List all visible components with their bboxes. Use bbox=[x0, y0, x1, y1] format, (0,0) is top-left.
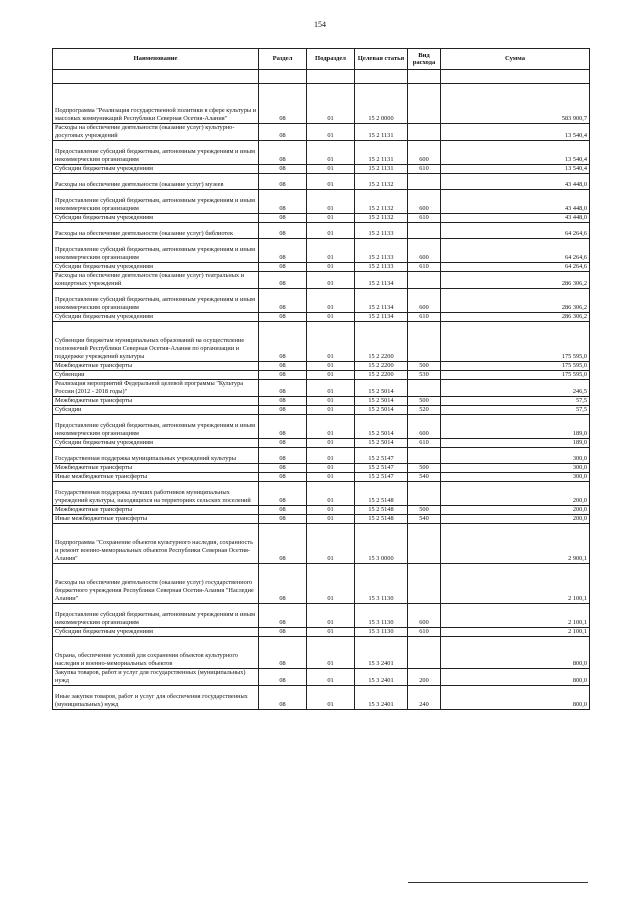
table-row bbox=[53, 362, 590, 371]
table-row bbox=[53, 637, 590, 669]
row-podrazdel: 01 bbox=[307, 448, 355, 464]
row-name: Государственная поддержка лучших работников муниципальных учреждений культуры, находящихся на территориях сельских поселений bbox=[53, 482, 259, 506]
row-podrazdel: 01 bbox=[307, 174, 355, 190]
row-razdel: 08 bbox=[259, 482, 307, 506]
row-podrazdel: 01 bbox=[307, 506, 355, 515]
row-vid bbox=[408, 524, 441, 564]
row-name: Предоставление субсидий бюджетным, автономным учреждениям и иным некоммерческим организациям bbox=[53, 239, 259, 263]
row-statia: 15 3 2401 bbox=[355, 637, 408, 669]
table-row bbox=[53, 506, 590, 515]
row-statia: 15 3 2401 bbox=[355, 669, 408, 686]
row-name: Субсидии бюджетным учреждениям bbox=[53, 628, 259, 637]
row-statia: 15 2 1132 bbox=[355, 174, 408, 190]
table-row bbox=[53, 397, 590, 406]
table-row bbox=[53, 482, 590, 506]
row-razdel: 08 bbox=[259, 380, 307, 397]
row-statia: 15 2 5014 bbox=[355, 406, 408, 415]
row-vid bbox=[408, 637, 441, 669]
row-vid: 600 bbox=[408, 239, 441, 263]
row-summa: 57,5 bbox=[441, 406, 590, 415]
row-summa: 300,0 bbox=[441, 473, 590, 482]
row-podrazdel: 01 bbox=[307, 415, 355, 439]
row-name: Расходы на обеспечение деятельности (оказание услуг) музеев bbox=[53, 174, 259, 190]
row-summa: 189,0 bbox=[441, 415, 590, 439]
header-podrazdel: Подраздел bbox=[307, 49, 355, 70]
row-statia: 15 2 2200 bbox=[355, 362, 408, 371]
row-statia bbox=[355, 70, 408, 84]
row-vid bbox=[408, 272, 441, 289]
row-podrazdel: 01 bbox=[307, 84, 355, 124]
row-vid: 600 bbox=[408, 415, 441, 439]
row-name: Предоставление субсидий бюджетным, автономным учреждениям и иным некоммерческим организациям bbox=[53, 415, 259, 439]
row-statia: 15 2 5148 bbox=[355, 506, 408, 515]
row-summa: 583 900,7 bbox=[441, 84, 590, 124]
row-statia: 15 2 5147 bbox=[355, 448, 408, 464]
row-razdel: 08 bbox=[259, 604, 307, 628]
table-row bbox=[53, 263, 590, 272]
row-name: Предоставление субсидий бюджетным, автономным учреждениям и иным некоммерческим организациям bbox=[53, 604, 259, 628]
row-vid bbox=[408, 84, 441, 124]
table-row bbox=[53, 439, 590, 448]
row-podrazdel: 01 bbox=[307, 362, 355, 371]
row-podrazdel: 01 bbox=[307, 406, 355, 415]
row-summa: 57,5 bbox=[441, 397, 590, 406]
row-statia: 15 2 1133 bbox=[355, 239, 408, 263]
row-razdel: 08 bbox=[259, 223, 307, 239]
row-razdel: 08 bbox=[259, 124, 307, 141]
row-summa: 286 306,2 bbox=[441, 272, 590, 289]
row-podrazdel: 01 bbox=[307, 439, 355, 448]
row-vid: 610 bbox=[408, 628, 441, 637]
row-name: Субвенции bbox=[53, 371, 259, 380]
row-statia: 15 2 1134 bbox=[355, 272, 408, 289]
row-razdel: 08 bbox=[259, 669, 307, 686]
row-statia: 15 2 5014 bbox=[355, 397, 408, 406]
row-name: Предоставление субсидий бюджетным, автономным учреждениям и иным некоммерческим организациям bbox=[53, 289, 259, 313]
row-statia: 15 2 0000 bbox=[355, 84, 408, 124]
row-summa: 43 448,0 bbox=[441, 190, 590, 214]
row-podrazdel: 01 bbox=[307, 371, 355, 380]
row-podrazdel: 01 bbox=[307, 289, 355, 313]
row-statia: 15 2 1132 bbox=[355, 214, 408, 223]
row-razdel: 08 bbox=[259, 637, 307, 669]
header-razdel: Раздел bbox=[259, 49, 307, 70]
row-razdel: 08 bbox=[259, 165, 307, 174]
table-row bbox=[53, 84, 590, 124]
row-podrazdel: 01 bbox=[307, 669, 355, 686]
table-row bbox=[53, 406, 590, 415]
row-podrazdel: 01 bbox=[307, 239, 355, 263]
table-row bbox=[53, 223, 590, 239]
row-statia: 15 3 0000 bbox=[355, 524, 408, 564]
table-row bbox=[53, 141, 590, 165]
table-row bbox=[53, 272, 590, 289]
row-statia: 15 2 2200 bbox=[355, 371, 408, 380]
row-vid bbox=[408, 174, 441, 190]
row-name: Межбюджетные трансферты bbox=[53, 464, 259, 473]
row-statia: 15 2 5147 bbox=[355, 464, 408, 473]
row-razdel: 08 bbox=[259, 564, 307, 604]
footer-rule bbox=[408, 882, 588, 883]
row-name: Субсидии bbox=[53, 406, 259, 415]
row-statia: 15 2 1131 bbox=[355, 124, 408, 141]
row-name: Расходы на обеспечение деятельности (оказание услуг) театральных и концертных учреждений bbox=[53, 272, 259, 289]
row-razdel: 08 bbox=[259, 415, 307, 439]
row-summa: 200,0 bbox=[441, 515, 590, 524]
row-razdel: 08 bbox=[259, 362, 307, 371]
row-statia: 15 2 5014 bbox=[355, 415, 408, 439]
table-row bbox=[53, 473, 590, 482]
row-vid: 520 bbox=[408, 406, 441, 415]
row-vid: 610 bbox=[408, 313, 441, 322]
row-vid: 500 bbox=[408, 362, 441, 371]
row-razdel: 08 bbox=[259, 686, 307, 710]
row-name: Субсидии бюджетным учреждениям bbox=[53, 214, 259, 223]
table-row bbox=[53, 313, 590, 322]
row-razdel: 08 bbox=[259, 214, 307, 223]
table-row bbox=[53, 669, 590, 686]
row-summa: 13 540,4 bbox=[441, 124, 590, 141]
row-razdel: 08 bbox=[259, 263, 307, 272]
page-number: 154 bbox=[314, 20, 326, 29]
row-vid: 200 bbox=[408, 669, 441, 686]
row-vid bbox=[408, 564, 441, 604]
row-name: Предоставление субсидий бюджетным, автономным учреждениям и иным некоммерческим организациям bbox=[53, 141, 259, 165]
row-summa: 300,0 bbox=[441, 448, 590, 464]
row-vid bbox=[408, 223, 441, 239]
table-row bbox=[53, 524, 590, 564]
row-summa: 286 306,2 bbox=[441, 313, 590, 322]
row-podrazdel: 01 bbox=[307, 524, 355, 564]
row-vid: 500 bbox=[408, 506, 441, 515]
row-vid: 610 bbox=[408, 214, 441, 223]
row-podrazdel: 01 bbox=[307, 165, 355, 174]
row-summa: 64 264,6 bbox=[441, 239, 590, 263]
row-podrazdel: 01 bbox=[307, 686, 355, 710]
header-name: Наименование bbox=[53, 49, 259, 70]
row-vid bbox=[408, 322, 441, 362]
row-podrazdel: 01 bbox=[307, 473, 355, 482]
row-podrazdel: 01 bbox=[307, 272, 355, 289]
table-row bbox=[53, 174, 590, 190]
row-summa: 189,0 bbox=[441, 439, 590, 448]
row-vid: 600 bbox=[408, 604, 441, 628]
row-statia: 15 2 2200 bbox=[355, 322, 408, 362]
row-name: Межбюджетные трансферты bbox=[53, 506, 259, 515]
row-vid: 500 bbox=[408, 464, 441, 473]
row-name: Расходы на обеспечение деятельности (оказание услуг) библиотек bbox=[53, 223, 259, 239]
row-name: Субсидии бюджетным учреждениям bbox=[53, 439, 259, 448]
row-vid: 610 bbox=[408, 263, 441, 272]
table-row bbox=[53, 686, 590, 710]
row-podrazdel: 01 bbox=[307, 604, 355, 628]
row-name: Иные межбюджетные трансферты bbox=[53, 515, 259, 524]
row-statia: 15 2 5147 bbox=[355, 473, 408, 482]
row-statia: 15 2 1132 bbox=[355, 190, 408, 214]
row-summa: 13 540,4 bbox=[441, 141, 590, 165]
row-statia: 15 2 5148 bbox=[355, 515, 408, 524]
row-summa: 2 900,1 bbox=[441, 524, 590, 564]
row-statia: 15 2 1133 bbox=[355, 263, 408, 272]
row-statia: 15 2 5148 bbox=[355, 482, 408, 506]
row-vid: 600 bbox=[408, 190, 441, 214]
row-razdel: 08 bbox=[259, 439, 307, 448]
row-podrazdel: 01 bbox=[307, 628, 355, 637]
row-name: Подпрограмма "Реализация государственной политики в сфере культуры и массовых коммуникаций Республики Северная Осетия-Алания" bbox=[53, 84, 259, 124]
row-statia: 15 2 1133 bbox=[355, 223, 408, 239]
header-summa: Сумма bbox=[441, 49, 590, 70]
budget-table bbox=[52, 48, 590, 710]
row-name: Предоставление субсидий бюджетным, автономным учреждениям и иным некоммерческим организациям bbox=[53, 190, 259, 214]
row-statia: 15 3 1130 bbox=[355, 628, 408, 637]
row-summa: 43 448,0 bbox=[441, 174, 590, 190]
row-razdel: 08 bbox=[259, 190, 307, 214]
table-row bbox=[53, 380, 590, 397]
row-podrazdel: 01 bbox=[307, 263, 355, 272]
row-vid: 600 bbox=[408, 141, 441, 165]
table-row bbox=[53, 190, 590, 214]
row-name: Охрана, обеспечение условий для сохранения объектов культурного наследия и военно-мемориальных объектов bbox=[53, 637, 259, 669]
row-name: Государственная поддержка муниципальных учреждений культуры bbox=[53, 448, 259, 464]
row-summa: 43 448,0 bbox=[441, 214, 590, 223]
table-row bbox=[53, 214, 590, 223]
table-row bbox=[53, 239, 590, 263]
row-vid bbox=[408, 124, 441, 141]
row-name: Субвенции бюджетам муниципальных образований на осуществление полномочий Республики Северная Осетия-Алания по организации и поддержке учреждений культуры bbox=[53, 322, 259, 362]
row-statia: 15 2 1131 bbox=[355, 165, 408, 174]
row-vid: 540 bbox=[408, 515, 441, 524]
row-razdel bbox=[259, 70, 307, 84]
row-vid: 600 bbox=[408, 289, 441, 313]
row-summa: 800,0 bbox=[441, 669, 590, 686]
row-name: Закупка товаров, работ и услуг для государственных (муниципальных) нужд bbox=[53, 669, 259, 686]
row-razdel: 08 bbox=[259, 628, 307, 637]
row-summa: 300,0 bbox=[441, 464, 590, 473]
row-razdel: 08 bbox=[259, 141, 307, 165]
row-podrazdel: 01 bbox=[307, 515, 355, 524]
row-name: Межбюджетные трансферты bbox=[53, 362, 259, 371]
table-row bbox=[53, 70, 590, 84]
row-vid: 530 bbox=[408, 371, 441, 380]
row-razdel: 08 bbox=[259, 473, 307, 482]
row-summa: 200,0 bbox=[441, 482, 590, 506]
row-summa: 2 100,1 bbox=[441, 604, 590, 628]
row-vid: 500 bbox=[408, 397, 441, 406]
row-name: Иные межбюджетные трансферты bbox=[53, 473, 259, 482]
row-podrazdel: 01 bbox=[307, 380, 355, 397]
row-vid: 610 bbox=[408, 165, 441, 174]
row-name: Реализация мероприятий Федеральной целевой программы "Культура России (2012 - 2018 годы)" bbox=[53, 380, 259, 397]
row-razdel: 08 bbox=[259, 371, 307, 380]
table-row bbox=[53, 322, 590, 362]
row-summa bbox=[441, 70, 590, 84]
header-vid: Вид расхода bbox=[408, 49, 441, 70]
row-vid bbox=[408, 70, 441, 84]
row-summa: 2 100,1 bbox=[441, 628, 590, 637]
row-razdel: 08 bbox=[259, 406, 307, 415]
row-razdel: 08 bbox=[259, 464, 307, 473]
row-name: Субсидии бюджетным учреждениям bbox=[53, 165, 259, 174]
row-statia: 15 3 1130 bbox=[355, 604, 408, 628]
table-row bbox=[53, 464, 590, 473]
row-razdel: 08 bbox=[259, 397, 307, 406]
row-summa: 200,0 bbox=[441, 506, 590, 515]
row-podrazdel: 01 bbox=[307, 223, 355, 239]
row-summa: 175 595,0 bbox=[441, 362, 590, 371]
row-summa: 175 595,0 bbox=[441, 322, 590, 362]
row-name: Межбюджетные трансферты bbox=[53, 397, 259, 406]
table-row bbox=[53, 628, 590, 637]
row-razdel: 08 bbox=[259, 239, 307, 263]
row-podrazdel bbox=[307, 70, 355, 84]
header-statia: Целевая статья bbox=[355, 49, 408, 70]
row-summa: 64 264,6 bbox=[441, 263, 590, 272]
row-razdel: 08 bbox=[259, 272, 307, 289]
table-row bbox=[53, 515, 590, 524]
row-statia: 15 3 1130 bbox=[355, 564, 408, 604]
row-statia: 15 2 1131 bbox=[355, 141, 408, 165]
row-podrazdel: 01 bbox=[307, 637, 355, 669]
row-podrazdel: 01 bbox=[307, 313, 355, 322]
table-row bbox=[53, 564, 590, 604]
row-summa: 2 100,1 bbox=[441, 564, 590, 604]
row-name: Субсидии бюджетным учреждениям bbox=[53, 263, 259, 272]
row-razdel: 08 bbox=[259, 174, 307, 190]
row-name bbox=[53, 70, 259, 84]
table-row bbox=[53, 289, 590, 313]
row-razdel: 08 bbox=[259, 84, 307, 124]
row-vid bbox=[408, 380, 441, 397]
row-vid: 540 bbox=[408, 473, 441, 482]
row-name: Подпрограмма "Сохранение объектов культурного наследия, сохранность и ремонт военно-мемориальных объектов Республики Северная Осетия-Алания" bbox=[53, 524, 259, 564]
row-statia: 15 2 5014 bbox=[355, 380, 408, 397]
row-summa: 13 540,4 bbox=[441, 165, 590, 174]
row-summa: 64 264,6 bbox=[441, 223, 590, 239]
table-header-row bbox=[53, 49, 590, 70]
row-vid: 610 bbox=[408, 439, 441, 448]
row-razdel: 08 bbox=[259, 524, 307, 564]
table-row bbox=[53, 604, 590, 628]
row-podrazdel: 01 bbox=[307, 564, 355, 604]
row-podrazdel: 01 bbox=[307, 322, 355, 362]
row-name: Расходы на обеспечение деятельности (оказание услуг) культурно-досуговых учреждений bbox=[53, 124, 259, 141]
row-vid: 240 bbox=[408, 686, 441, 710]
row-razdel: 08 bbox=[259, 448, 307, 464]
row-podrazdel: 01 bbox=[307, 124, 355, 141]
row-razdel: 08 bbox=[259, 313, 307, 322]
row-name: Иные закупки товаров, работ и услуг для обеспечения государственных (муниципальных) нужд bbox=[53, 686, 259, 710]
row-vid bbox=[408, 448, 441, 464]
row-razdel: 08 bbox=[259, 322, 307, 362]
table-row bbox=[53, 448, 590, 464]
row-statia: 15 3 2401 bbox=[355, 686, 408, 710]
row-statia: 15 2 1134 bbox=[355, 289, 408, 313]
table-row bbox=[53, 165, 590, 174]
row-summa: 246,5 bbox=[441, 380, 590, 397]
row-podrazdel: 01 bbox=[307, 190, 355, 214]
row-summa: 286 306,2 bbox=[441, 289, 590, 313]
row-statia: 15 2 1134 bbox=[355, 313, 408, 322]
row-podrazdel: 01 bbox=[307, 482, 355, 506]
row-podrazdel: 01 bbox=[307, 397, 355, 406]
row-summa: 800,0 bbox=[441, 686, 590, 710]
row-summa: 800,0 bbox=[441, 637, 590, 669]
table-row bbox=[53, 371, 590, 380]
row-summa: 175 595,0 bbox=[441, 371, 590, 380]
row-name: Субсидии бюджетным учреждениям bbox=[53, 313, 259, 322]
row-name: Расходы на обеспечение деятельности (оказание услуг) государственного бюджетного учреждения Республики Северная Осетия-Алания "Наследие Алании" bbox=[53, 564, 259, 604]
row-statia: 15 2 5014 bbox=[355, 439, 408, 448]
row-podrazdel: 01 bbox=[307, 214, 355, 223]
row-vid bbox=[408, 482, 441, 506]
row-razdel: 08 bbox=[259, 515, 307, 524]
row-razdel: 08 bbox=[259, 289, 307, 313]
row-podrazdel: 01 bbox=[307, 141, 355, 165]
table-row bbox=[53, 124, 590, 141]
table-row bbox=[53, 415, 590, 439]
row-podrazdel: 01 bbox=[307, 464, 355, 473]
row-razdel: 08 bbox=[259, 506, 307, 515]
